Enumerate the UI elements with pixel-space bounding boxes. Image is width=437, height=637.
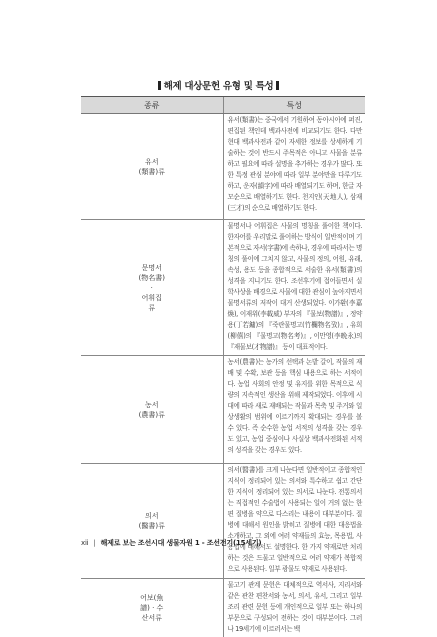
type-line: (農書)류 <box>81 410 223 420</box>
type-line: 어휘집 <box>81 293 223 303</box>
table-row <box>81 464 365 579</box>
type-line: 산서류 <box>81 613 223 623</box>
header-characteristics: 특성 <box>223 97 365 114</box>
table-header-row <box>81 97 365 114</box>
row-type-cell <box>81 579 223 637</box>
type-line: (物名書) <box>81 273 223 283</box>
row-description-cell <box>223 356 365 464</box>
type-line: 문명서 <box>81 263 223 273</box>
page-footer <box>81 538 261 548</box>
row-description-cell <box>223 464 365 579</box>
type-line: · <box>81 283 223 293</box>
row-description: 물명서나 어휘집은 사물의 명칭을 풀이한 책이다. 한자어를 우리말로 풀이하는 방식이 일반적이며 기본적으로 자서(字書)에 속하나, 경우에 따라서는 명칭의 풀이에 그치지 않고, 사물의 정의, 어원, 유래, 속성, 용도 등을 종합적으로 서술한 유서(類書)의 성격을 지니기도 한다. 조선후기에 접어들면서 실학사상을 배경으로 사물에 대한 관심이 높아지면서 물명서류의 저작이 대거 산생되었다. 이가환(李嘉煥), 이재위(李載威) 부자의 『물보(物譜)』, 정약용(丁若鏞)의 『죽란물명고(竹欄物名攷)』, 유희(柳僖)의 『물명고(物名考)』, 이만영(李晩永)의 『재물보(才物譜)』 등이 대표적이다. <box>228 221 363 353</box>
row-type-cell <box>81 114 223 220</box>
type-line: 농서 <box>81 400 223 410</box>
row-description: 농서(農書)는 농가의 선택과 논밭 갈이, 작물의 재배 및 수확, 보관 등을 핵심 내용으로 하는 서적이다. 농업 사회의 안정 및 유지를 위한 목적으로 식량의 지속적인 생산을 위해 제작되었다. 이후에 시대에 따라 새로 재배되는 작물과 목축 및 주거와 일상생활의 범위에 이르기까지 확대되는 경우를 볼 수 있다. 즉 순수한 농업 서적의 성격을 갖는 경우도 있고, 농업 중심이나 사실상 백과사전화된 서적의 성격을 갖는 경우도 있다. <box>228 357 363 456</box>
footer-separator: | <box>93 539 95 547</box>
type-line: (醫書)류 <box>81 521 223 531</box>
header-type: 종류 <box>81 97 223 114</box>
title-text: 해제 대상문헌 유형 및 특성 <box>164 81 274 92</box>
title-left-bar <box>158 81 161 90</box>
row-type-cell <box>81 464 223 579</box>
table-row <box>81 220 365 356</box>
type-line: 류 <box>81 303 223 313</box>
title-right-bar <box>276 81 279 90</box>
row-description-cell <box>223 114 365 220</box>
table-row <box>81 579 365 637</box>
row-type-cell <box>81 356 223 464</box>
row-type-cell <box>81 220 223 356</box>
book-title: 해제로 보는 조선시대 생물자원 1 - 조선전기(15세기) <box>101 539 262 547</box>
page-title <box>0 78 437 92</box>
category-table <box>81 96 365 637</box>
row-description-cell <box>223 579 365 637</box>
row-description-cell <box>223 220 365 356</box>
page-number: xii <box>81 539 88 547</box>
type-line: 어보(魚 <box>81 593 223 603</box>
type-line: 譜) · 수 <box>81 603 223 613</box>
row-description: 의서(醫書)를 크게 나눈다면 일반적이고 종합적인 지식이 정리되어 있는 의서와 특수하고 쉽고 간단한 지식이 정리되어 있는 의서로 나눈다. 전통의서는 직접적인 수술법이 사용되는 일이 거의 없는 한편 질병을 약으로 다스리는 내용이 대부분이다. 질병에 대해서 원인을 밝히고 질병에 대한 대응법을 소개하고, 그 외에 여러 약재들의 효능, 목용법, 사용법에 대해서도 설명한다. 한 가지 약재로만 처리하는 것은 드물고 일반적으로 여러 약재가 복합적으로 사용된다. 일부 광물도 약재로 사용된다. <box>228 465 363 575</box>
row-description: 물고기 관계 문헌은 대체적으로 역서사, 지리서와 같은 관찬 편찬서와 농서, 의서, 유서, 그리고 일부 조리 관련 문헌 등에 개인적으로 일부 또는 하나의 부문으로 구성되어 전하는 것이 대부분이다. 그러나 19세기에 이르러서는 백 <box>228 580 363 635</box>
type-line: 유서 <box>81 157 223 167</box>
table-row <box>81 356 365 464</box>
type-line: (類書)류 <box>81 167 223 177</box>
table-row <box>81 114 365 220</box>
type-line: 의서 <box>81 511 223 521</box>
row-description: 유서(類書)는 중국에서 기원하여 동아시아에 퍼진, 편집된 책인데 백과사전에 비교되기도 한다. 다만 현대 백과사전과 같이 자세한 정보를 상세하게 기술하는 것이 반드시 주목적은 아니고 사물을 분류하고 필요에 따라 설명을 추가하는 경우가 많다. 또한 특정 관심 분야에 따라 일부 분야만을 다루기도 하고, 운자(韻字)에 따라 배열되기도 하며, 한글 자모순으로 배열하기도 한다. 천지인(天地人), 삼재(三才)의 순으로 배열하기도 한다. <box>228 115 363 214</box>
